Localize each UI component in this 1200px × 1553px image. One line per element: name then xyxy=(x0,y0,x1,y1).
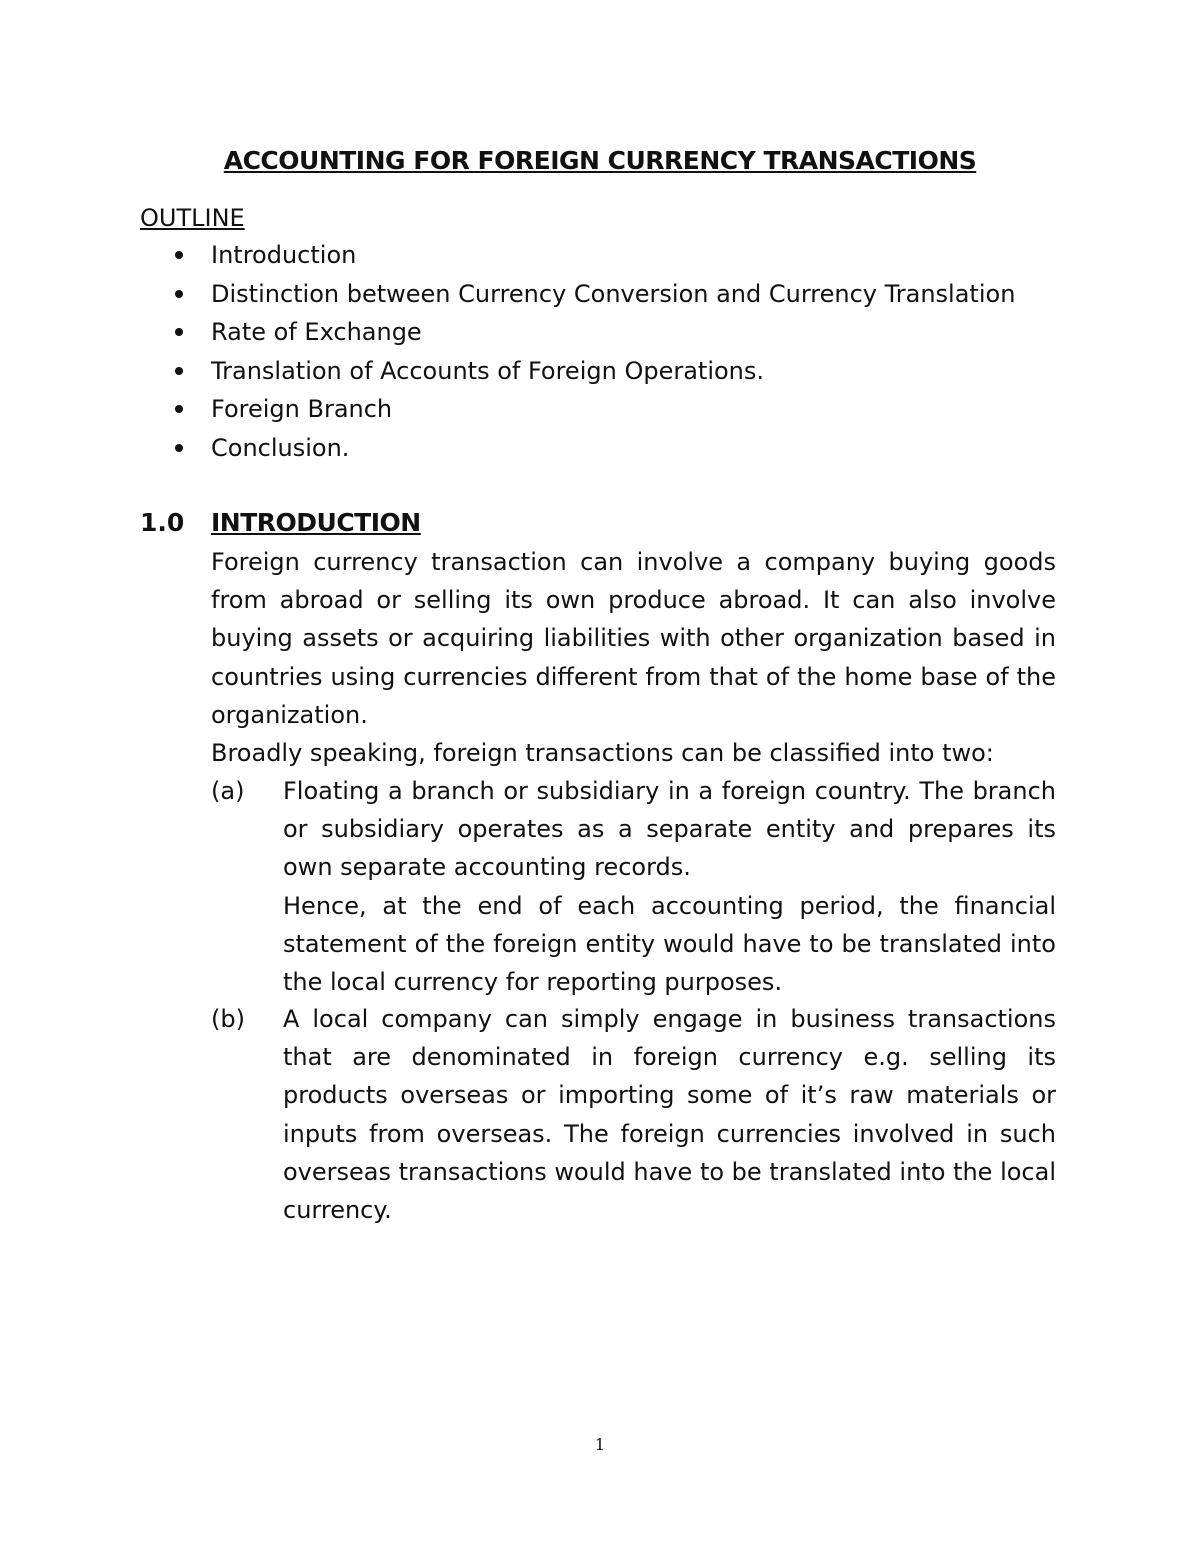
outline-item: Rate of Exchange xyxy=(175,313,1015,352)
bullet-icon xyxy=(175,367,183,375)
outline-label: OUTLINE xyxy=(140,204,245,232)
outline-item: Distinction between Currency Conversion and Currency Translation xyxy=(175,275,1015,314)
outline-item: Conclusion. xyxy=(175,429,1015,468)
classification-paragraph: Broadly speaking, foreign transactions can be classified into two: xyxy=(211,739,994,767)
outline-item: Foreign Branch xyxy=(175,390,1015,429)
outline-list xyxy=(175,236,1015,467)
outline-item: Translation of Accounts of Foreign Operations. xyxy=(175,352,1015,391)
item-body xyxy=(283,1000,1056,1229)
item-label: (b) xyxy=(211,1005,245,1033)
bullet-icon xyxy=(175,290,183,298)
item-body xyxy=(283,772,1056,1001)
section-number: 1.0 xyxy=(140,508,185,537)
bullet-icon xyxy=(175,251,183,259)
outline-item: Introduction xyxy=(175,236,1015,275)
item-text: A local company can simply engage in business transactions that are denominated in foreign currency e.g. selling its products overseas or importing some of it’s raw materials or inputs from overseas. The foreign currencies involved in such overseas transactions would have to be translated into the local currency. xyxy=(283,1005,1056,1225)
item-label: (a) xyxy=(211,777,245,805)
section-title: INTRODUCTION xyxy=(211,508,421,537)
document-title: ACCOUNTING FOR FOREIGN CURRENCY TRANSACTIONS xyxy=(223,146,977,175)
page-number: 1 xyxy=(594,1435,606,1454)
item-text: Floating a branch or subsidiary in a foreign country. The branch or subsidiary operates as a separate entity and prepares its own separate accounting records. xyxy=(283,777,1056,882)
bullet-icon xyxy=(175,405,183,413)
item-continuation: Hence, at the end of each accounting period, the financial statement of the foreign entity would have to be translated into the local currency for reporting purposes. xyxy=(283,891,1056,997)
bullet-icon xyxy=(175,328,183,336)
bullet-icon xyxy=(175,444,183,452)
intro-paragraph: Foreign currency transaction can involve a company buying goods from abroad or selling its own produce abroad. It can also involve buying assets or acquiring liabilities with other organization based in countries using currencies different from that of the home base of the organization. xyxy=(211,548,1056,729)
